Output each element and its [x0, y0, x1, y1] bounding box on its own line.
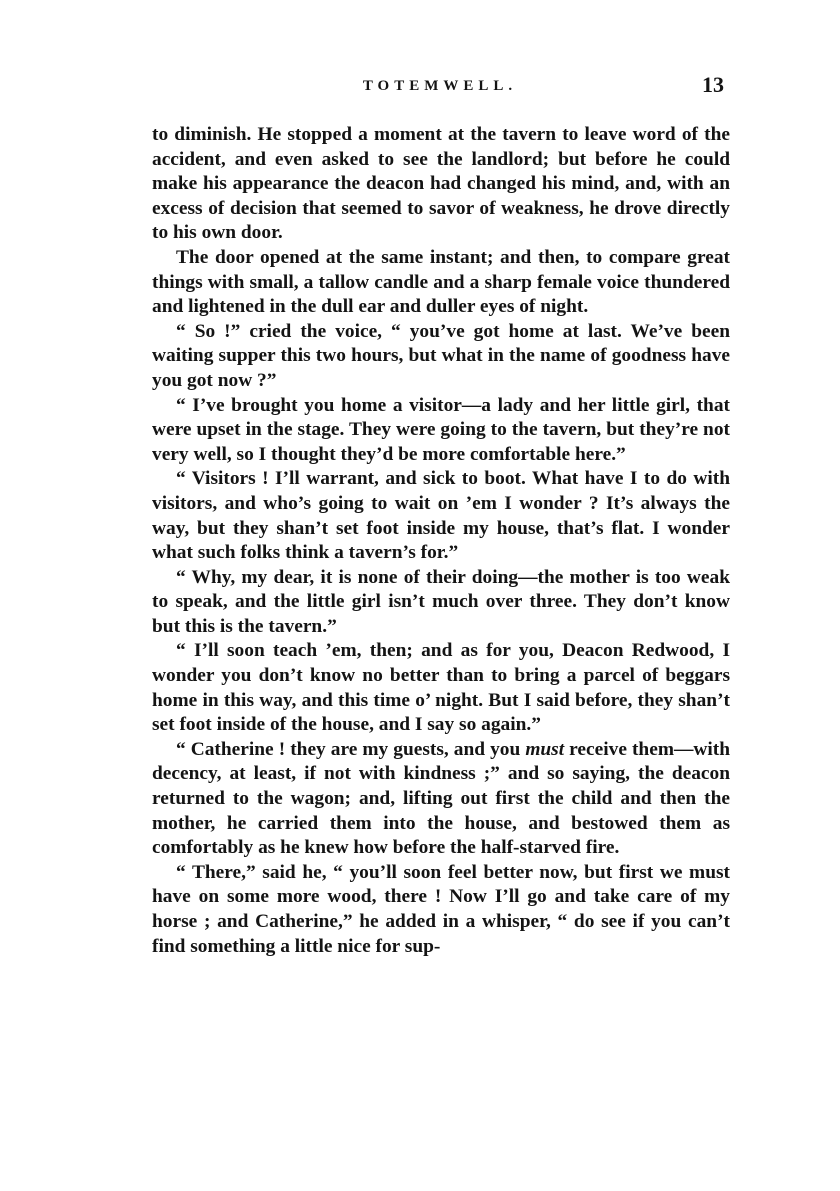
- paragraph: to diminish. He stopped a moment at the tavern to leave word of the accident, and even asked to see the landlord; but before he could make his appearance the deacon had changed his mind, and, with an excess of decision that seemed to savor of weakness, he drove directly to his own door.: [152, 124, 730, 244]
- page-number: 13: [702, 72, 724, 97]
- paragraph: “ I’ve brought you home a visitor—a lady and her little girl, that were upset in the stage. They were going to the tavern, but they’re not very well, so I thought they’d be more comfortable here.”: [152, 394, 730, 465]
- paragraph: The door opened at the same instant; and then, to compare great things with small, a tallow candle and a sharp female voice thundered and lightened in the dull ear and duller eyes of night.: [152, 246, 730, 318]
- paragraph: [152, 738, 730, 861]
- paragraph-text: “ Catherine ! they are my guests, and you: [176, 738, 526, 760]
- page-header: [150, 70, 730, 104]
- paragraph: “ Why, my dear, it is none of their doing—the mother is too weak to speak, and the little girl isn’t much over three. They don’t know but this is the tavern.”: [152, 566, 730, 637]
- paragraph: “ So !” cried the voice, “ you’ve got home at last. We’ve been waiting supper this two hours, but what in the name of goodness have you got now ?”: [152, 320, 730, 391]
- emphasis-text: must: [525, 738, 565, 760]
- body-text: [152, 123, 730, 959]
- paragraph: “ Visitors ! I’ll warrant, and sick to boot. What have I to do with visitors, and who’s going to wait on ’em I wonder ? It’s always the way, but they shan’t set foot inside my house, that’s flat. I wonder what such folks think a tavern’s for.”: [152, 468, 730, 564]
- paragraph-text: receive them—with decency, at least, if not with kindness ;” and so saying, the deacon returned to the wagon; and, lifting out first the child and then the mother, he carried them into the house, and bestowed them as comfortably as he knew how before the half-starved fire.: [152, 738, 730, 859]
- running-head: TOTEMWELL.: [362, 78, 518, 94]
- paragraph: “ There,” said he, “ you’ll soon feel better now, but first we must have on some more wood, there ! Now I’ll go and take care of my horse ; and Catherine,” he added in a whisper, “ do see if you can’t find something a little nice for sup-: [152, 861, 730, 957]
- paragraph: “ I’ll soon teach ’em, then; and as for you, Deacon Redwood, I wonder you don’t know no better than to bring a parcel of beggars home in this way, and this time o’ night. But I said before, they shan’t set foot inside of the house, and I say so again.”: [152, 640, 730, 736]
